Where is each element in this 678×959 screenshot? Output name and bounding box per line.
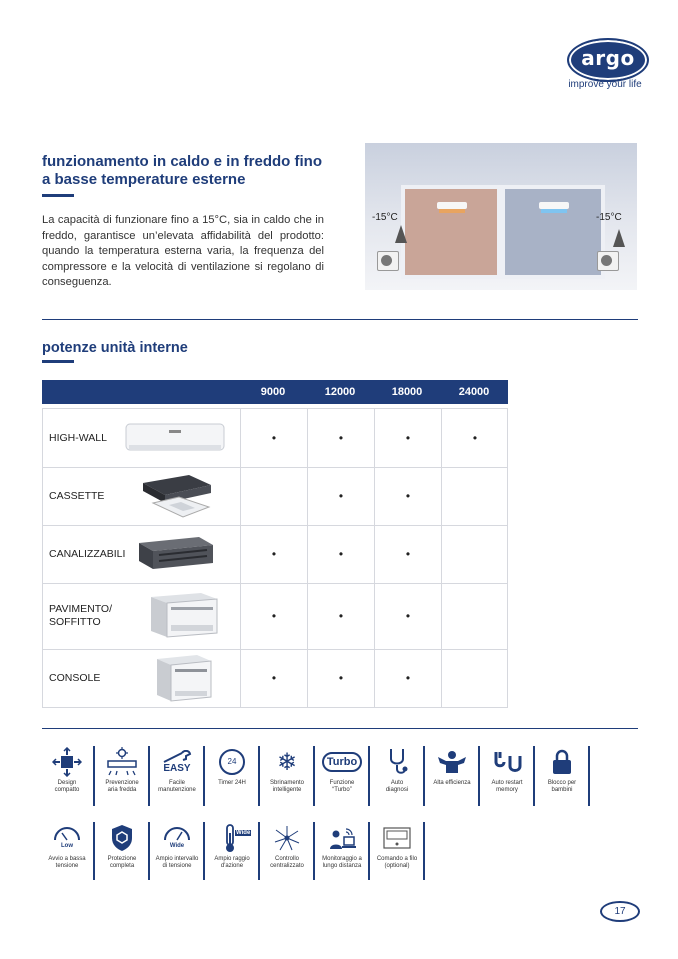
row-label: CONSOLE (49, 672, 101, 684)
logo-text: argo (581, 46, 635, 70)
availability-mark: • (338, 489, 344, 503)
table-row (43, 409, 507, 468)
feature-high-efficiency: Alta efficienza (425, 746, 479, 808)
feature-wide-voltage: Wide Ampio intervallo di tensione (150, 822, 204, 884)
table-row (43, 649, 507, 707)
tree-icon (613, 229, 625, 247)
defrost-icon: ❄ (276, 748, 298, 776)
feature-timer: 24 Timer 24H (205, 746, 259, 808)
turbo-icon: Turbo (315, 746, 369, 778)
easy-maintenance-icon: EASY (150, 746, 204, 778)
availability-mark: • (338, 609, 344, 623)
section-title-heating-cooling (42, 153, 342, 189)
compact-design-icon (40, 746, 94, 778)
availability-mark: • (271, 609, 277, 623)
cold-airflow (541, 209, 567, 213)
feature-auto-diagnosis: Auto diagnosi (370, 746, 424, 808)
availability-mark: • (405, 547, 411, 561)
feature-full-protection: Protezione completa (95, 822, 149, 884)
timer-icon: 24 (205, 746, 259, 778)
availability-mark: • (472, 431, 478, 445)
cassette-unit-image (139, 473, 213, 521)
warm-room (405, 189, 497, 275)
wide-voltage-icon: Wide (150, 822, 204, 854)
feature-turbo: Turbo Funzione “Turbo” (315, 746, 369, 808)
feature-wide-range: Wide Ampio raggio d'azione (205, 822, 259, 884)
wide-range-icon: Wide (205, 822, 259, 854)
table-header (42, 380, 508, 404)
column-header-12000: 12000 (324, 386, 356, 398)
full-protection-icon (95, 822, 149, 854)
child-lock-icon (535, 746, 589, 778)
ac-unit-warm (437, 202, 467, 209)
feature-auto-restart: Auto restart memory (480, 746, 534, 808)
outdoor-temp-left: -15°C (372, 212, 398, 223)
feature-child-lock: Blocco per bambini (535, 746, 589, 808)
section-title-indoor-units: potenze unità interne (42, 340, 188, 356)
feature-remote-monitoring: Monitoraggio a lungo distanza (315, 822, 369, 884)
availability-mark: • (271, 547, 277, 561)
ac-unit-cold (539, 202, 569, 209)
auto-restart-icon (480, 746, 534, 778)
low-voltage-icon: Low (40, 822, 94, 854)
section-body-text: La capacità di funzionare fino a 15°C, sia in caldo che in freddo, garantisce un’elevata affidabilità del prodotto: quando la temperatura esterna varia, la frequenza del compressore e la velocità di ventilazione si regolano di conseguenza. (42, 214, 324, 288)
availability-mark: • (405, 609, 411, 623)
feature-low-voltage-start: Low Avvio a bassa tensione (40, 822, 94, 884)
features-row-2 (40, 822, 430, 886)
row-label-line-2: SOFFITTO (49, 616, 101, 628)
ducted-unit-image (133, 535, 215, 573)
auto-diagnosis-icon (370, 746, 424, 778)
availability-mark: • (271, 671, 277, 685)
indoor-units-table (42, 408, 508, 708)
section-divider (42, 319, 638, 320)
tagline: improve your life (568, 79, 642, 90)
availability-mark: • (405, 671, 411, 685)
section-divider (42, 728, 638, 729)
table-row (43, 525, 507, 584)
availability-mark: • (405, 431, 411, 445)
remote-monitoring-icon (315, 822, 369, 854)
table-row (43, 583, 507, 650)
feature-cold-air-prevention: Prevenzione aria fredda (95, 746, 149, 808)
availability-mark: • (271, 431, 277, 445)
availability-mark: • (405, 489, 411, 503)
row-label: CANALIZZABILI (49, 548, 126, 560)
title-underline (42, 194, 74, 197)
outdoor-unit-left (377, 251, 399, 271)
house-cutaway (401, 185, 605, 279)
high-efficiency-icon (425, 746, 479, 778)
cold-room (505, 189, 601, 275)
cold-air-prevention-icon (95, 746, 149, 778)
warm-airflow (439, 209, 465, 213)
wired-remote-icon (370, 822, 424, 854)
temperature-illustration (365, 143, 637, 290)
row-label (49, 603, 112, 629)
title-underline (42, 360, 74, 363)
central-control-icon (260, 822, 314, 854)
feature-wired-remote: Comando a filo (optional) (370, 822, 424, 884)
argo-logo (567, 38, 649, 82)
availability-mark: • (338, 547, 344, 561)
title-line-1: funzionamento in caldo e in freddo fino (42, 153, 322, 170)
console-unit-image (153, 653, 213, 705)
feature-easy-maintenance: EASY Facile manutenzione (150, 746, 204, 808)
row-label: HIGH-WALL (49, 432, 107, 444)
feature-compact-design: Design compatto (40, 746, 94, 808)
outdoor-unit-right (597, 251, 619, 271)
row-label: CASSETTE (49, 490, 105, 502)
high-wall-unit-image (125, 421, 227, 455)
features-row-1 (40, 746, 600, 810)
table-row (43, 467, 507, 526)
column-header-24000: 24000 (458, 386, 490, 398)
outdoor-temp-right: -15°C (596, 212, 622, 223)
column-header-9000: 9000 (260, 386, 286, 398)
feature-smart-defrost: ❄ Sbrinamento intelligente (260, 746, 314, 808)
feature-central-control: Controllo centralizzato (260, 822, 314, 884)
row-label-line-1: PAVIMENTO/ (49, 603, 113, 615)
floor-ceiling-unit-image (147, 591, 219, 641)
title-line-2: a basse temperature esterne (42, 171, 246, 188)
tree-icon (395, 225, 407, 243)
page-number: 17 (600, 901, 640, 922)
availability-mark: • (338, 431, 344, 445)
column-header-18000: 18000 (391, 386, 423, 398)
availability-mark: • (338, 671, 344, 685)
